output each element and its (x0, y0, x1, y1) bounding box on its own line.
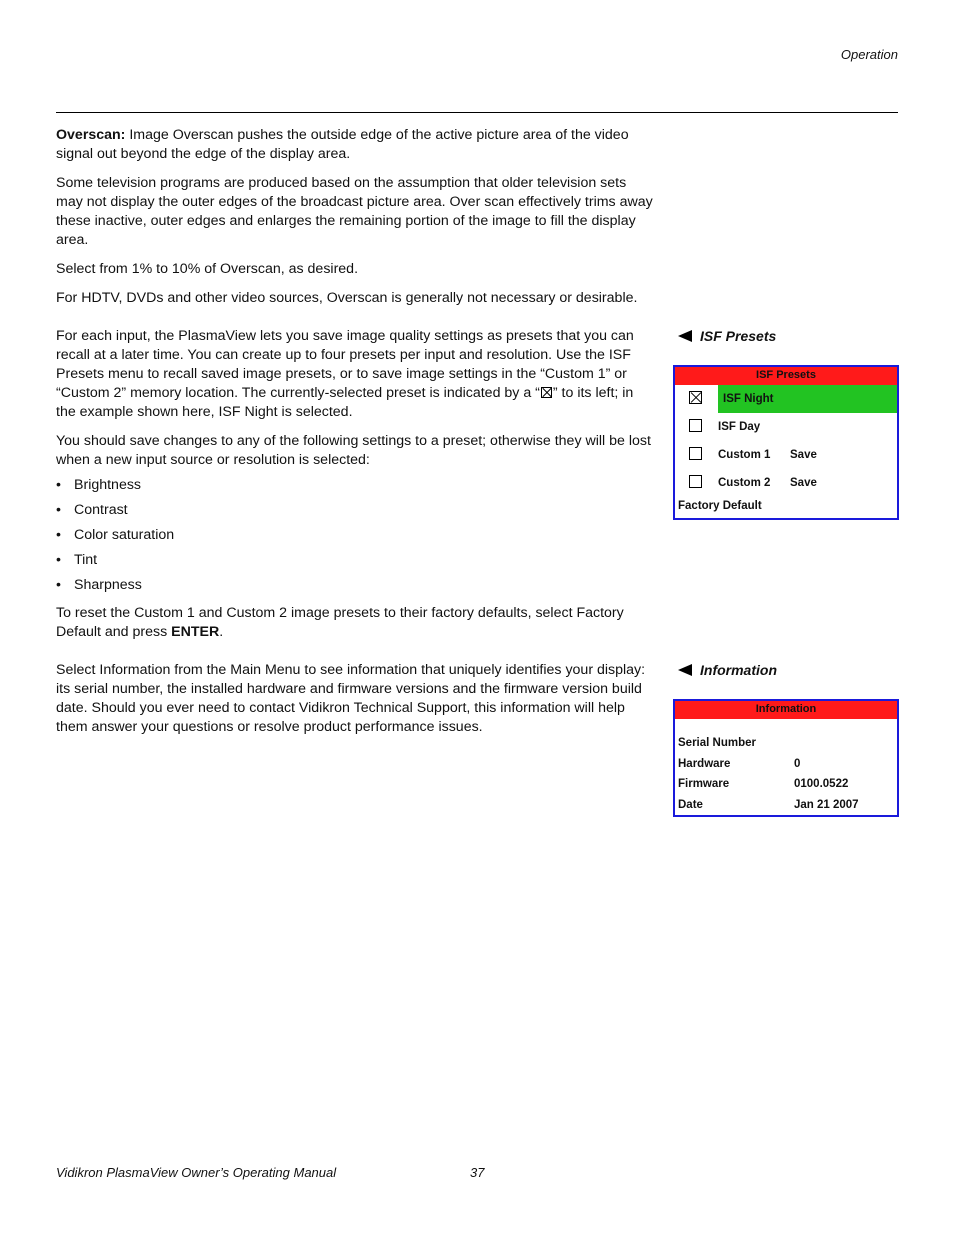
isf-paragraph-1 (56, 327, 656, 422)
info-label: Serial Number (678, 737, 756, 749)
list-item-label: Color saturation (74, 527, 175, 543)
isf-presets-heading (678, 328, 776, 344)
isf-p1-before: For each input, the PlasmaView lets you save image quality settings as presets that you can recall at a later time. You can create up to four presets per input and resolution. Use the ISF Presets menu to recall saved image presets, or to save image settings in the “Custom 1” or “Custom 2” memory location. The currently-selected preset is indicated by a “ (56, 328, 634, 401)
arrow-left-icon (678, 664, 692, 676)
preset-label: Custom 2 (718, 477, 771, 489)
save-button[interactable]: Save (790, 449, 817, 461)
info-label: Date (678, 798, 703, 811)
isf-presets-menu-title: ISF Presets (675, 367, 897, 385)
info-label: Firmware (678, 778, 730, 790)
isf-paragraph-2: You should save changes to any of the following settings to a preset; otherwise they will be lost when a new input source or resolution is selected: (56, 433, 651, 468)
save-button[interactable]: Save (790, 477, 817, 489)
preset-isf-night[interactable] (675, 385, 897, 413)
isf-p1-after: ” to its left; in the example shown here, ISF Night is selected. (56, 385, 634, 420)
reset-text: To reset the Custom 1 and Custom 2 image presets to their factory defaults, select Factory Default and press (56, 605, 624, 640)
bullet-icon: • (56, 477, 61, 493)
list-item-label: Brightness (74, 477, 142, 493)
preset-custom-1[interactable] (675, 441, 897, 469)
information-menu (673, 699, 899, 817)
overscan-paragraph-4: For HDTV, DVDs and other video sources, Overscan is generally not necessary or desirable. (56, 290, 638, 306)
list-item (56, 551, 456, 576)
list-item-label: Tint (74, 552, 98, 568)
checkbox-icon[interactable] (689, 447, 702, 460)
info-value: Jan 21 2007 (794, 798, 859, 811)
preset-isf-day[interactable] (675, 413, 897, 441)
overscan-section (56, 126, 656, 308)
info-row-firmware (675, 774, 897, 795)
list-item (56, 576, 456, 601)
list-item-label: Sharpness (74, 577, 142, 593)
information-section (56, 661, 656, 737)
running-header: Operation (840, 47, 898, 62)
list-item (56, 526, 456, 551)
enter-key-label: ENTER (171, 624, 220, 640)
reset-period: . (219, 624, 224, 640)
preset-label: ISF Night (723, 393, 774, 405)
info-row-date (675, 795, 897, 816)
reset-paragraph (56, 604, 656, 642)
footer-manual-title: Vidikron PlasmaView Owner’s Operating Manual (56, 1165, 337, 1180)
arrow-left-icon (678, 330, 692, 342)
isf-presets-heading-label: ISF Presets (700, 328, 777, 344)
isf-presets-menu (673, 365, 899, 520)
info-label: Hardware (678, 757, 731, 770)
bullet-icon: • (56, 502, 61, 518)
checked-box-icon (541, 387, 552, 398)
information-heading (678, 662, 777, 678)
settings-list (56, 476, 456, 601)
info-row-serial-number (675, 733, 897, 754)
checkbox-icon[interactable] (689, 475, 702, 488)
info-value: 0100.0522 (794, 778, 849, 790)
information-heading-label: Information (700, 662, 777, 678)
overscan-lead: Overscan: (56, 127, 126, 143)
factory-default-item[interactable]: Factory Default (678, 500, 762, 512)
list-item (56, 501, 456, 526)
information-paragraph: Select Information from the Main Menu to see information that uniquely identifies your display: its serial number, the installed hardware and firmware versions and the firmware version build date. Should you ever need to contact Vidikron Technical Support, this information will help them answer your questions or resolve product performance issues. (56, 662, 646, 735)
preset-label: ISF Day (718, 421, 761, 433)
information-menu-title: Information (675, 701, 897, 719)
isf-section (56, 327, 656, 470)
bullet-icon: • (56, 527, 61, 543)
checkbox-icon[interactable] (689, 419, 702, 432)
overscan-p1-text: Image Overscan pushes the outside edge of the active picture area of the video signal out beyond the edge of the display area. (56, 127, 629, 162)
menu-spacer (675, 719, 897, 733)
overscan-paragraph-3: Select from 1% to 10% of Overscan, as desired. (56, 261, 359, 277)
info-value: 0 (794, 757, 801, 770)
bullet-icon: • (56, 577, 61, 593)
page-number: 37 (470, 1165, 485, 1180)
checked-box-icon[interactable] (689, 391, 702, 404)
overscan-paragraph-2: Some television programs are produced based on the assumption that older television sets may not display the outer edges of the broadcast picture area. Over scan effectively trims away these inactive, outer edges and enlarges the remaining portion of the image to fill the display area. (56, 175, 653, 248)
list-item (56, 476, 456, 501)
preset-custom-2[interactable] (675, 469, 897, 497)
preset-label: Custom 1 (718, 449, 771, 461)
header-rule (56, 112, 898, 113)
overscan-paragraph-1 (56, 126, 656, 164)
info-row-hardware (675, 754, 897, 775)
bullet-icon: • (56, 552, 61, 568)
list-item-label: Contrast (74, 502, 128, 518)
